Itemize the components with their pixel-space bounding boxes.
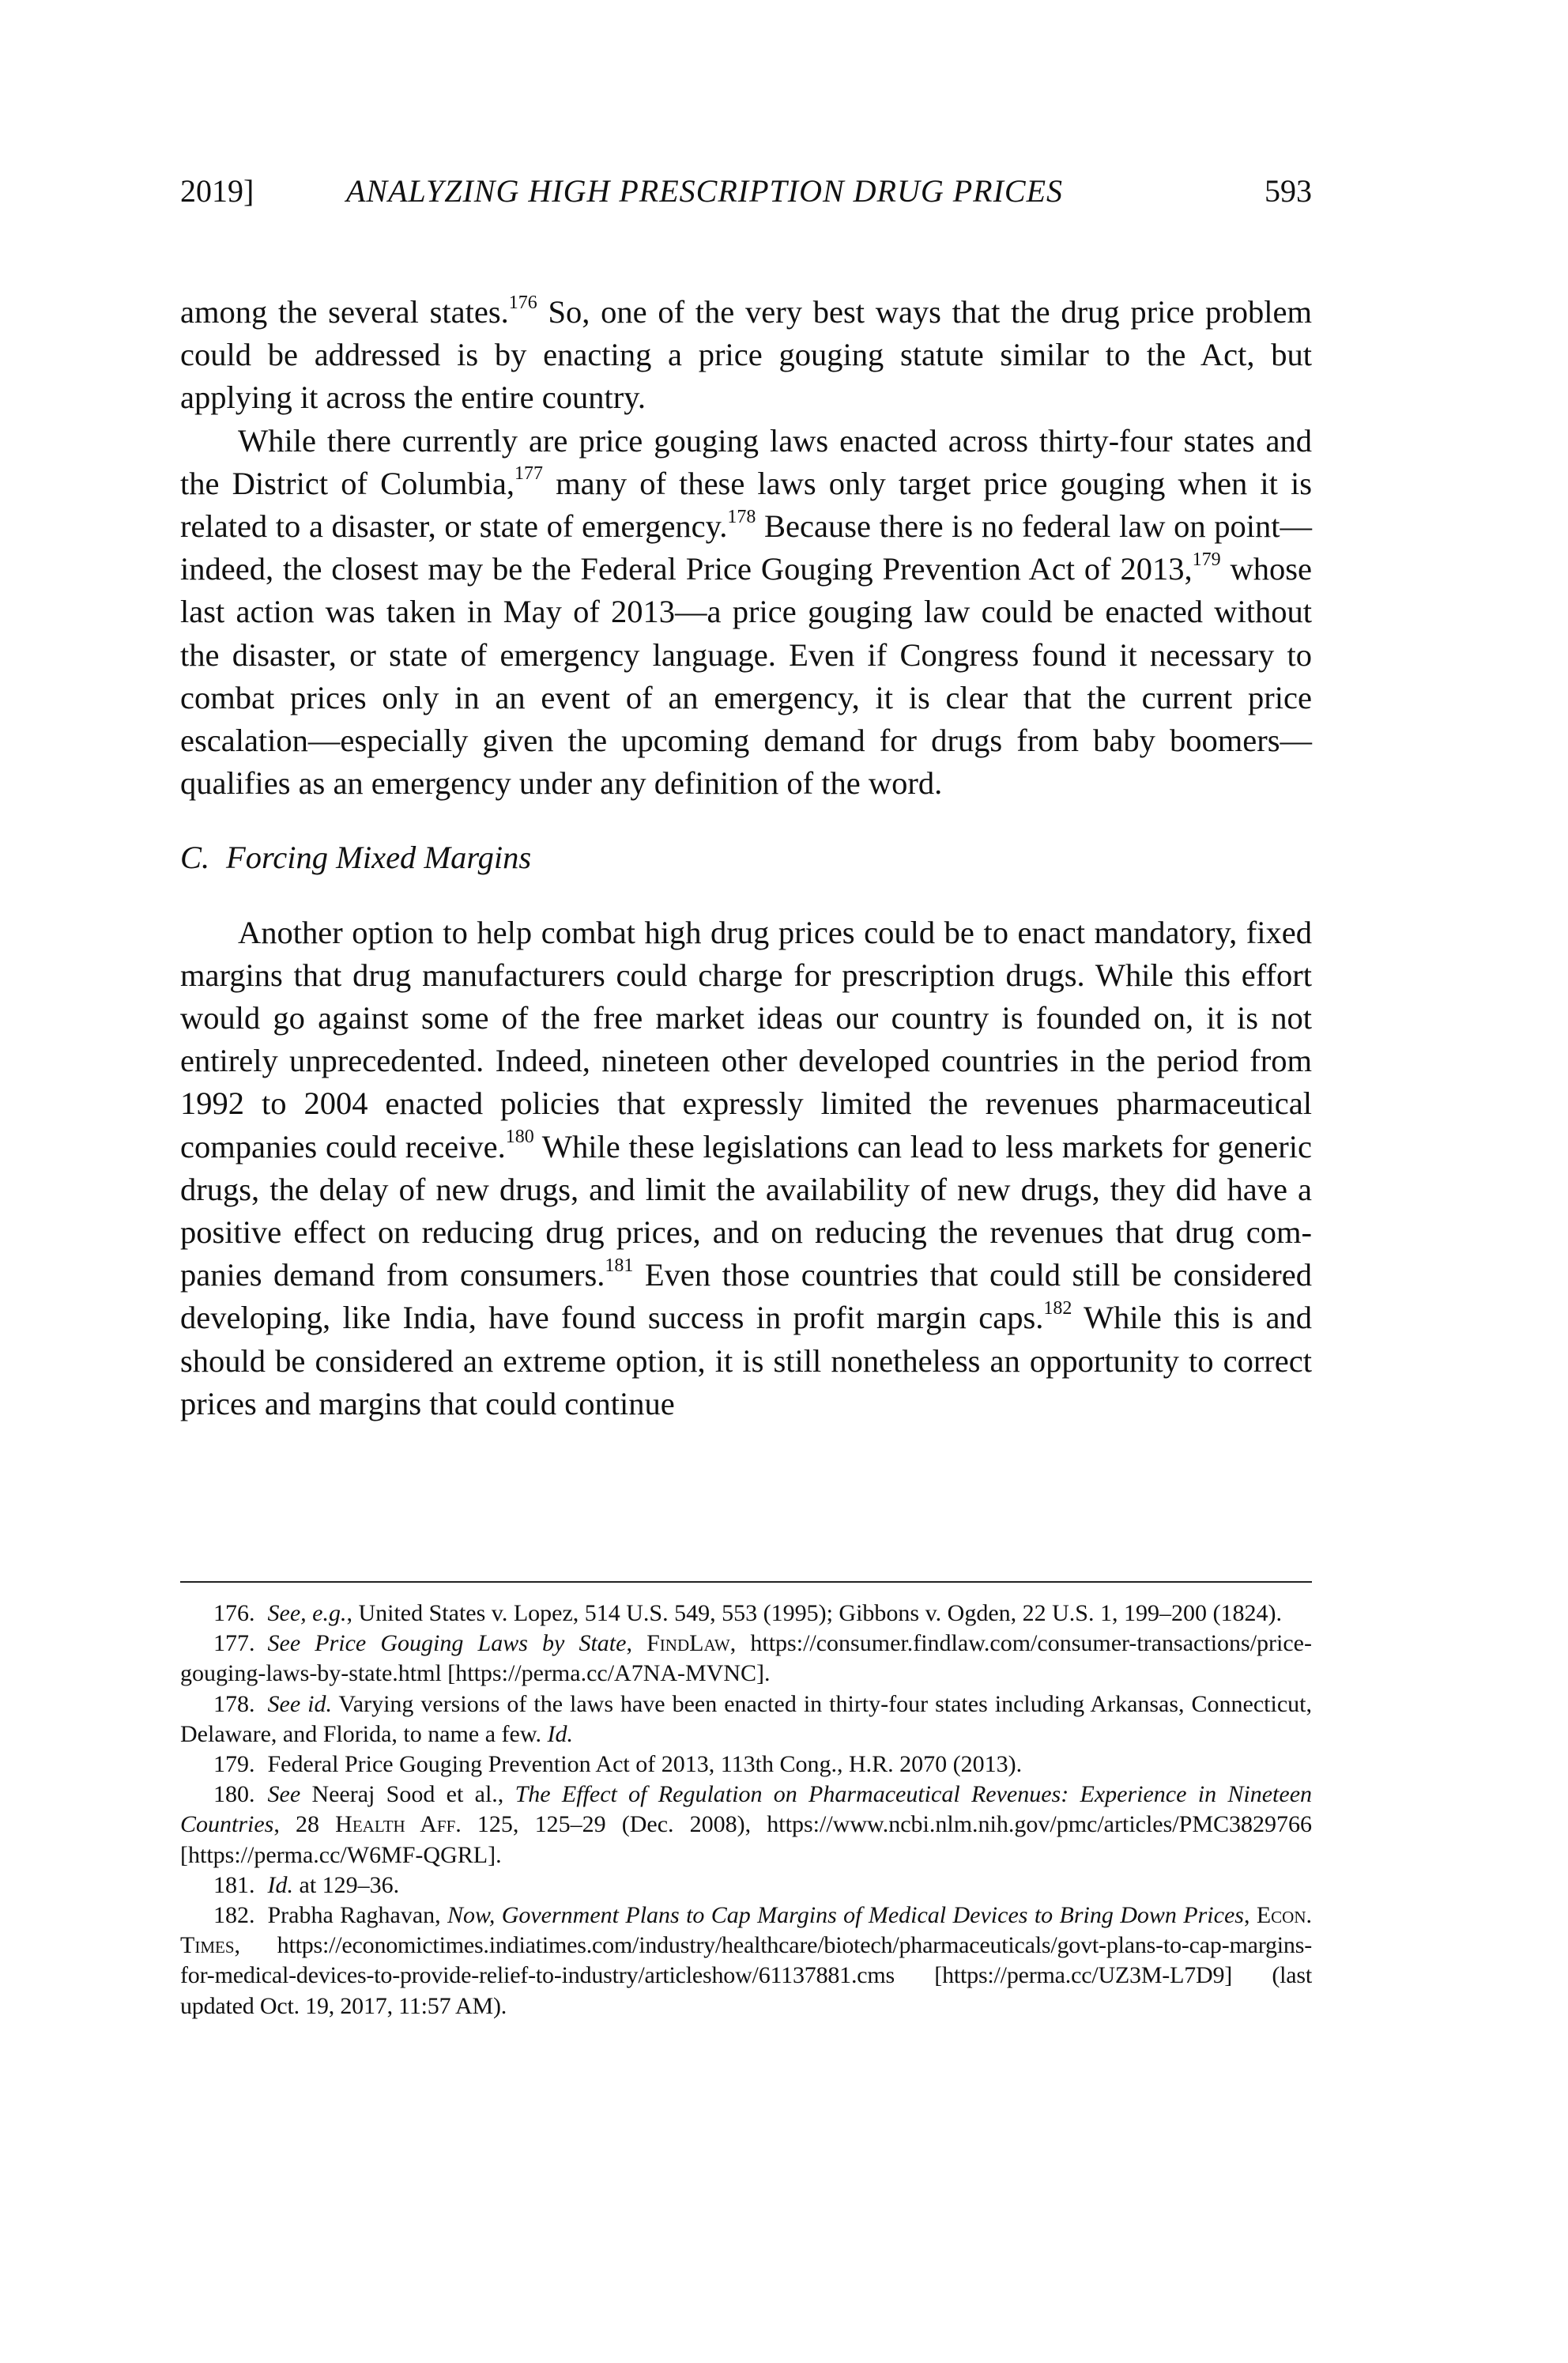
paragraph-2 (180, 420, 1312, 806)
footnote-text: Federal Price Gouging Prevention Act of 2013, 113th Cong., H.R. 2070 (2013). (267, 1751, 1023, 1778)
footnote-number: 182. (213, 1902, 255, 1929)
id-signal: Id. (547, 1720, 574, 1747)
footnote-text[interactable]: , https://consumer.findlaw.com/consumer-transactions/price-gouging-laws-by-state.html [https://perma.cc/A7NA-MVNC]. (180, 1630, 1312, 1687)
publisher: FindLaw (646, 1630, 730, 1657)
footnote-180 (180, 1780, 1312, 1870)
footnote-178 (180, 1689, 1312, 1750)
text-run: many of these laws only target price gouging when it is related to a disaster, or state of emergency. (180, 465, 1312, 545)
signal: See Price Gouging Laws by State (267, 1630, 627, 1657)
separator: , (626, 1630, 647, 1657)
journal: Econ. Times (180, 1902, 1313, 1959)
separator: , 28 (273, 1811, 336, 1838)
header-year: 2019] (180, 173, 254, 209)
text-run: Another option to help combat high drug prices could be to enact mandatory, fixed margins that drug manufacturers could charge for prescription drugs. While this effort would go against some of the free market ideas our country is founded on, it is not entirely unprecedented. Indeed, nineteen other developed countries in the period from 1992 to 2004 enacted policies that expressly limited the revenues pharmaceutical companies could receive. (180, 914, 1312, 1165)
paragraph-1 (180, 291, 1312, 420)
footnote-number: 178. (213, 1690, 255, 1717)
footnote-text: Varying versions of the laws have been enacted in thirty-four states including Arkansas, Connecticut, Delaware, and Florida, to name a few. (180, 1690, 1312, 1747)
footnote-179 (180, 1750, 1312, 1780)
footnote-text: at 129–36. (293, 1871, 400, 1898)
text-run: whose last action was taken in May of 2013—a price gouging law could be enacted without the disaster, or state of emergency language. Even if Congress found it necessary to combat prices only in an event of an emergency, it is clear that the current price escalation—especially given the upcoming demand for drugs from baby boomers—qualifies as an emergency under any definition of the word. (180, 551, 1312, 802)
paragraph-3 (180, 912, 1312, 1425)
section-heading (180, 805, 1312, 911)
footnote-text[interactable]: , https://economictimes.indiatimes.com/industry/healthcare/biotech/pharmaceuticals/govt-plans-to-cap-margins-for-medical-devices-to-provide-relief-to-industry/articleshow/61137881.cms [https://perma.cc/UZ3M-L7D9] (last updated Oct. 19, 2017, 11:57 AM). (180, 1932, 1312, 2019)
id-signal: Id. (267, 1871, 293, 1898)
running-title: ANALYZING HIGH PRESCRIPTION DRUG PRICES (346, 173, 1064, 209)
footnote-number: 177. (213, 1630, 255, 1657)
text-run: among the several states. (180, 294, 509, 330)
footnote-ref-181[interactable]: 181 (605, 1255, 634, 1276)
footnote-number: 181. (213, 1871, 255, 1898)
footnote-ref-182[interactable]: 182 (1043, 1297, 1072, 1319)
text-run: While this is and should be considered an extreme option, it is still nonetheless an opportunity to correct prices and margins that could continue (180, 1300, 1312, 1421)
text-run: While these legislations can lead to less markets for generic drugs, the delay of new drugs, and limit the availability of new drugs, they did have a positive effect on reducing drug prices, and on reducing the revenues that drug companies demand from consumers. (180, 1128, 1312, 1293)
author: Prabha Raghavan, (267, 1902, 448, 1929)
footnote-177 (180, 1629, 1312, 1689)
footnote-text: , United States v. Lopez, 514 U.S. 549, 553 (1995); Gibbons v. Ogden, 22 U.S. 1, 199–200 (1824). (346, 1600, 1282, 1626)
text-run: So, one of the very best ways that the drug price problem could be addressed is by enacting a price gouging statute similar to the Act, but applying it across the entire country. (180, 294, 1312, 416)
footnote-divider (180, 1581, 1312, 1583)
section-letter: C. (180, 840, 210, 876)
footnote-176 (180, 1599, 1312, 1629)
author: Neeraj Sood et al., (300, 1781, 515, 1808)
text-run: While there currently are price gouging laws enacted across thirty-four states and the District of Columbia, (180, 422, 1312, 501)
footnote-ref-176[interactable]: 176 (508, 292, 537, 313)
section-title: Forcing Mixed Margins (226, 840, 532, 876)
page-number: 593 (1265, 173, 1312, 209)
footnote-ref-178[interactable]: 178 (727, 506, 756, 527)
footnote-ref-177[interactable]: 177 (514, 463, 543, 485)
article-title: Now, Government Plans to Cap Margins of Medical Devices to Bring Down Prices (447, 1902, 1244, 1929)
footnotes (180, 1599, 1312, 2021)
text-run: Because there is no federal law on point—indeed, the closest may be the Federal Price Gouging Prevention Act of 2013, (180, 508, 1312, 587)
running-header (180, 172, 1312, 220)
footnote-number: 176. (213, 1600, 255, 1626)
footnote-number: 179. (213, 1751, 255, 1778)
article-title: The Effect of Regulation on Pharmaceutical Revenues: Experience in Nineteen Countries (180, 1781, 1313, 1838)
footnote-182 (180, 1901, 1312, 2021)
signal: See, e.g. (267, 1600, 347, 1626)
main-text (180, 291, 1312, 1425)
signal: See (267, 1781, 301, 1808)
footnote-ref-179[interactable]: 179 (1192, 549, 1221, 570)
footnote-number: 180. (213, 1781, 255, 1808)
signal: See id. (267, 1690, 332, 1717)
footnote-text[interactable]: 125, 125–29 (Dec. 2008), https://www.ncbi.nlm.nih.gov/pmc/articles/PMC3829766 [https://perma.cc/W6MF-QGRL]. (180, 1811, 1312, 1868)
text-run: Even those countries that could still be considered developing, like India, have found success in profit margin caps. (180, 1257, 1313, 1336)
footnote-181 (180, 1870, 1312, 1901)
footnote-ref-180[interactable]: 180 (505, 1127, 534, 1148)
separator: , (1243, 1902, 1257, 1929)
journal: Health Aff. (335, 1811, 462, 1838)
